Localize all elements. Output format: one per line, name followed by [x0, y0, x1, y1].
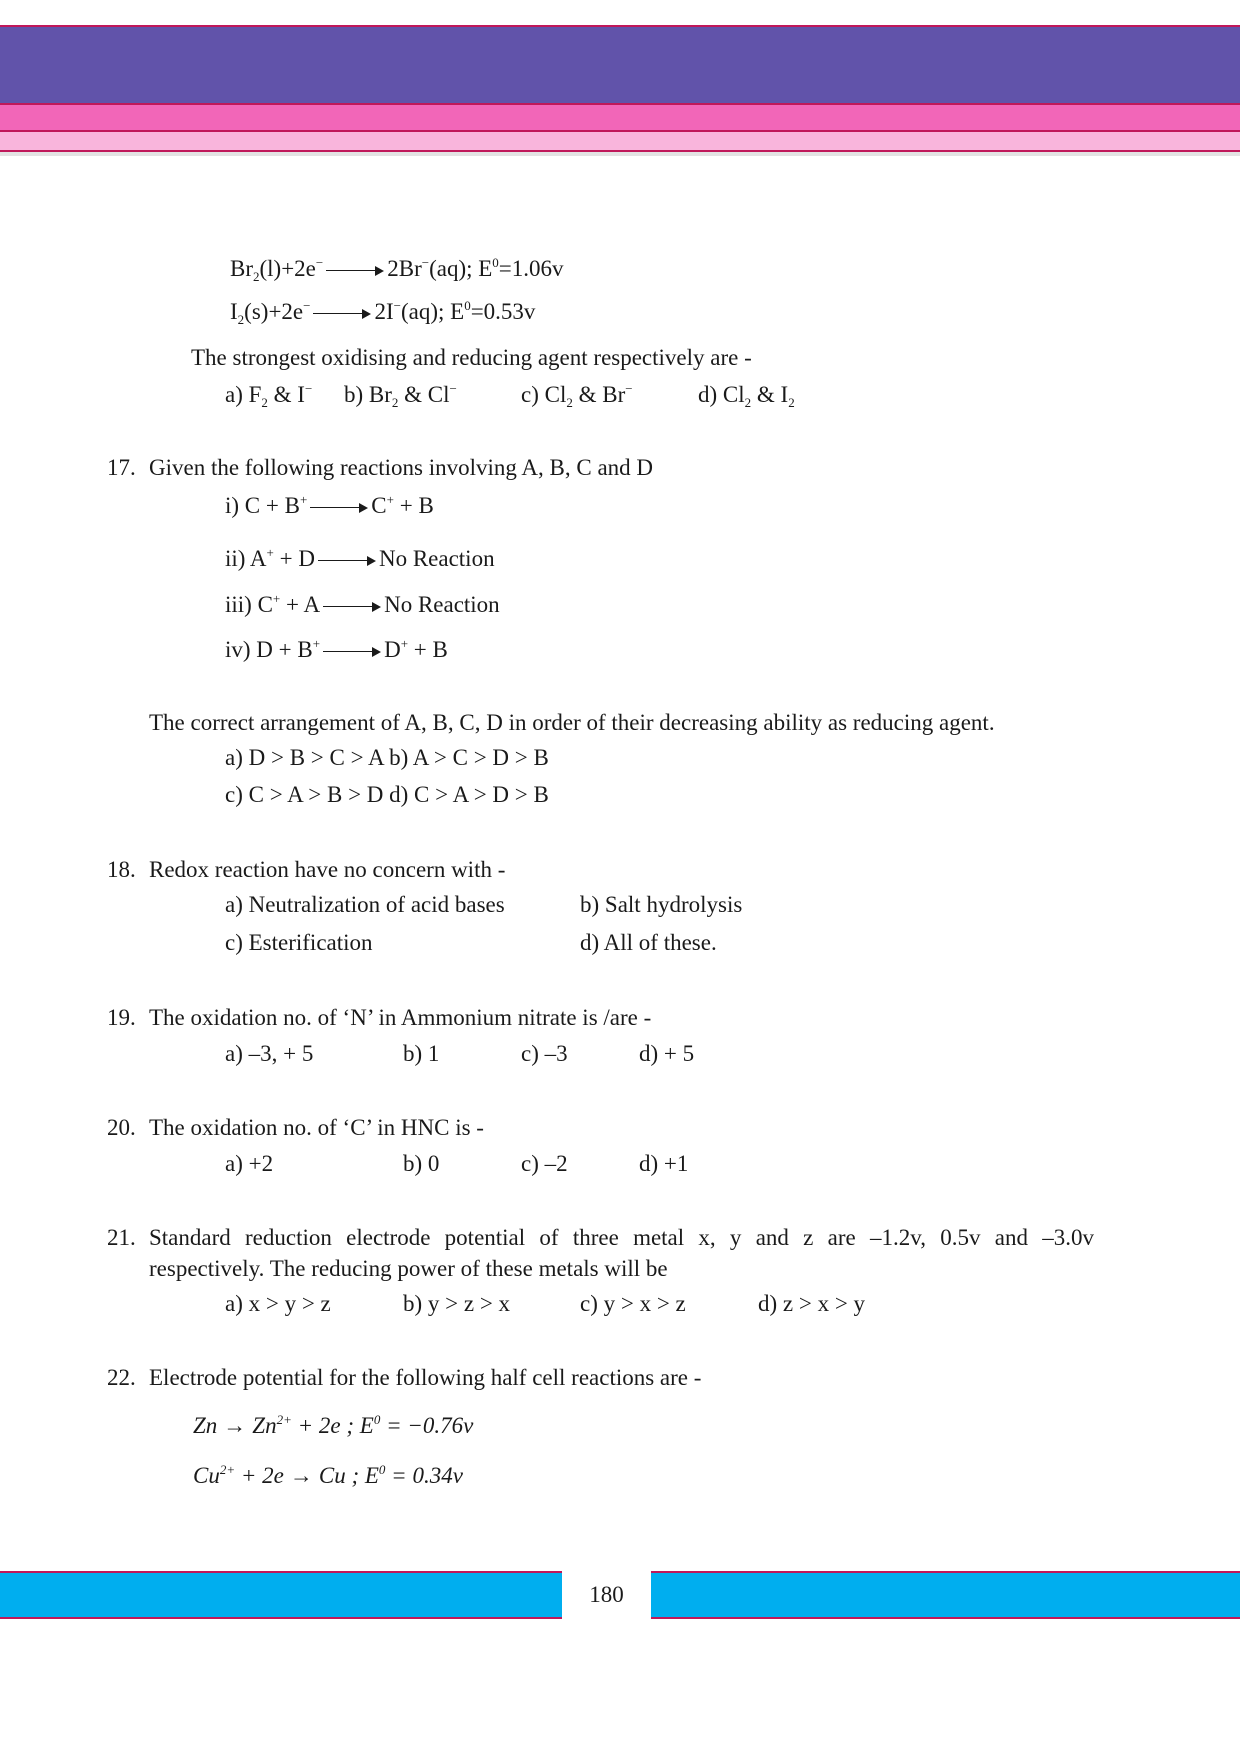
q20-question-text: The oxidation no. of ‘C’ in HNC is - [149, 1115, 484, 1140]
header-band-purple [0, 25, 1240, 105]
reaction-arrow-icon [310, 503, 368, 513]
header-band-pink [0, 105, 1240, 132]
q19-option-c: c) –3 [521, 1041, 568, 1066]
reaction-arrow-icon [313, 309, 371, 319]
q16-option-c: c) $Cl_2$ & Br− [521, 381, 633, 410]
q18-option-c: c) Esterification [225, 930, 373, 955]
q16-equation-iodine: $I_2(s)+2e^-$ 2I−(aq); $E^0=0.53v$ [230, 298, 536, 327]
q17-options-line-1: a) D > B > C > A b) A > C > D > B [225, 745, 549, 770]
q18-question-text: Redox reaction have no concern with - [149, 857, 506, 882]
q18-option-b: b) Salt hydrolysis [580, 892, 743, 917]
q18-option-d: d) All of these. [580, 930, 717, 955]
q16-option-d: d) $Cl_2$ & $I_2$ [698, 382, 795, 410]
q21-number: 21. [107, 1225, 136, 1250]
q19-option-d: d) + 5 [639, 1041, 695, 1066]
reaction-arrow-icon [323, 647, 381, 657]
q22-number: 22. [107, 1365, 136, 1390]
q21-option-b: b) y > z > x [403, 1291, 511, 1316]
q21-option-d: d) z > x > y [758, 1291, 866, 1316]
q20-option-b: b) 0 [403, 1151, 440, 1176]
q22-equation-zinc: $Zn \to Zn^{2+} + 2e$ ; $E^0 = -0.76v$ [193, 1412, 474, 1438]
q20-option-d: d) +1 [639, 1151, 689, 1176]
q17-options-line-2: c) C > A > B > D d) C > A > D > B [225, 782, 549, 807]
q17-reaction-2: ii) A+ + D No Reaction [225, 545, 495, 571]
q20-number: 20. [107, 1115, 136, 1140]
q17-reaction-3: iii) C+ + A No Reaction [225, 591, 500, 617]
footer-band-right [651, 1571, 1240, 1619]
q19-option-a: a) –3, + 5 [225, 1041, 314, 1066]
q20-option-c: c) –2 [521, 1151, 568, 1176]
q22-equation-copper: $Cu^{2+} + 2e \to Cu$ ; $E^0 = 0.34v$ [193, 1462, 463, 1488]
reaction-arrow-icon [326, 266, 384, 276]
q21-question-line-1: Standard reduction electrode potential of three metal x, y and z are –1.2v, 0.5v and –3.0v [149, 1225, 1094, 1250]
q20-option-a: a) +2 [225, 1151, 274, 1176]
reaction-arrow-icon [323, 602, 381, 612]
q17-question-text: Given the following reactions involving A, B, C and D [149, 455, 654, 480]
q21-question-line-2: respectively. The reducing power of these metals will be [149, 1256, 668, 1281]
q21-option-c: c) y > x > z [580, 1291, 686, 1316]
q21-option-a: a) x > y > z [225, 1291, 331, 1316]
q22-question-text: Electrode potential for the following half cell reactions are - [149, 1365, 702, 1390]
q18-option-a: a) Neutralization of acid bases [225, 892, 505, 917]
q16-equation-bromine: $Br_2(l)+2e^-$ 2Br−(aq); $E^0=1.06v$ [230, 255, 564, 284]
q16-question-text: The strongest oxidising and reducing agent respectively are - [191, 345, 752, 370]
header-band-light-pink [0, 132, 1240, 152]
page-number: 180 [589, 1582, 624, 1607]
header-band-grey-rule [0, 152, 1240, 156]
q18-number: 18. [107, 857, 136, 882]
q16-option-a: a) $F_2$ & I− [225, 381, 313, 410]
q17-number: 17. [107, 455, 136, 480]
q17-reaction-4: iv) D + B+ D+ + B [225, 636, 448, 662]
q17-reaction-1: i) C + B+ C+ + B [225, 492, 434, 518]
q19-number: 19. [107, 1005, 136, 1030]
q19-option-b: b) 1 [403, 1041, 440, 1066]
footer-band-left [0, 1571, 562, 1619]
q17-prompt-text: The correct arrangement of A, B, C, D in order of their decreasing ability as reducing agent. [149, 710, 995, 735]
reaction-arrow-icon [318, 556, 376, 566]
q16-option-b: b) $Br_2$ & Cl− [344, 381, 457, 410]
q19-question-text: The oxidation no. of ‘N’ in Ammonium nitrate is /are - [149, 1005, 652, 1030]
